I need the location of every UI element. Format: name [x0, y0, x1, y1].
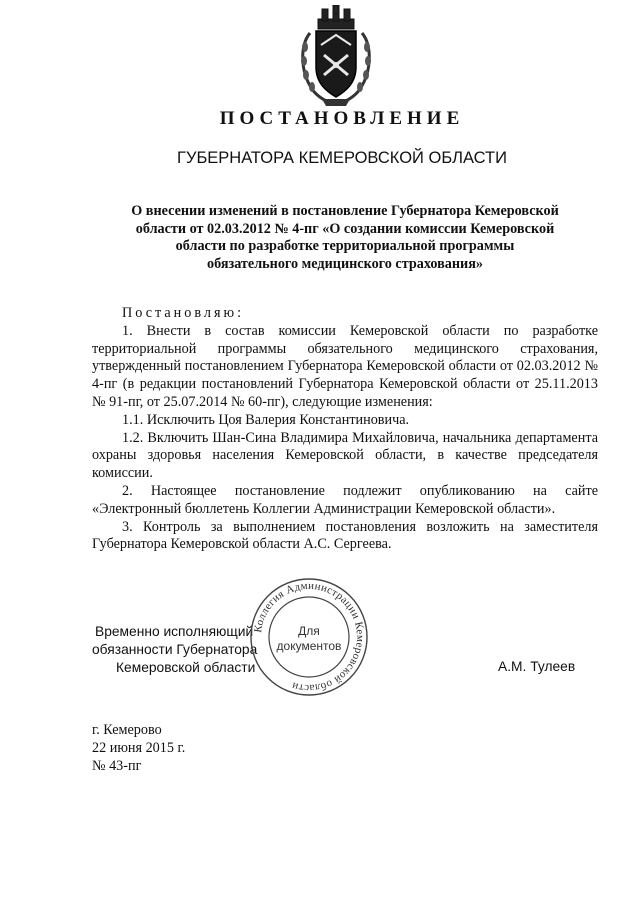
document-body: [92, 305, 598, 554]
svg-text:Для: Для: [298, 624, 320, 638]
svg-text:документов: документов: [276, 639, 342, 653]
resolution-intro: Постановляю:: [122, 305, 245, 321]
issuer-heading: ГУБЕРНАТОРА КЕМЕРОВСКОЙ ОБЛАСТИ: [177, 149, 507, 167]
paragraph-2: 2. Настоящее постановление подлежит опубликованию на сайте «Электронный бюллетень Коллегии Администрации Кемеровской области».: [92, 482, 598, 517]
paragraph-1: 1. Внести в состав комиссии Кемеровской области по разработке территориальной программы обязательного медицинского страхования, утвержденный постановлением Губернатора Кемеровской области от 02.03.2012 № 4-пг (в редакции постановлений Губернатора Кемеровской области от 25.11.2013 № 91-пг, от 25.07.2014 № 60-пг), следующие изменения:: [92, 322, 598, 410]
signatory-line: обязанности Губернатора: [92, 642, 258, 657]
paragraph-1-2: 1.2. Включить Шан-Сина Владимира Михайловича, начальника департамента охраны здоровья населения Кемеровской области, в качестве председателя комиссии.: [92, 429, 598, 482]
paragraph-1-1: 1.1. Исключить Цоя Валерия Константиновича.: [122, 411, 410, 428]
title-line: области по разработке территориальной программы: [175, 238, 515, 254]
title-line: области от 02.03.2012 № 4-пг «О создании комиссии Кемеровской: [135, 220, 555, 237]
paragraph-3: 3. Контроль за выполнением постановления возложить на заместителя Губернатора Кемеровской области А.С. Сергеева.: [92, 518, 598, 553]
title-line: обязательного медицинского страхования»: [206, 255, 483, 272]
title-line: О внесении изменений в постановление Губернатора Кемеровской: [131, 203, 559, 219]
footer-city: г. Кемерово: [92, 722, 162, 738]
seal-stamp-icon: [247, 575, 371, 699]
document-footer: [92, 721, 185, 775]
document-type-heading: ПОСТАНОВЛЕНИЕ: [219, 108, 465, 129]
signatory-position: [92, 623, 262, 677]
coat-of-arms-icon: [296, 5, 376, 109]
footer-number: № 43-пг: [92, 758, 142, 774]
signatory-line: Кемеровской области: [116, 660, 256, 675]
signatory-name: А.М. Тулеев: [498, 659, 576, 674]
svg-text:Коллегия Администрации Кемеров: Коллегия Администрации Кемеровской области: [252, 579, 367, 695]
footer-date: 22 июня 2015 г.: [92, 740, 186, 756]
signatory-line: Временно исполняющий: [95, 624, 254, 639]
document-title: [100, 203, 590, 273]
